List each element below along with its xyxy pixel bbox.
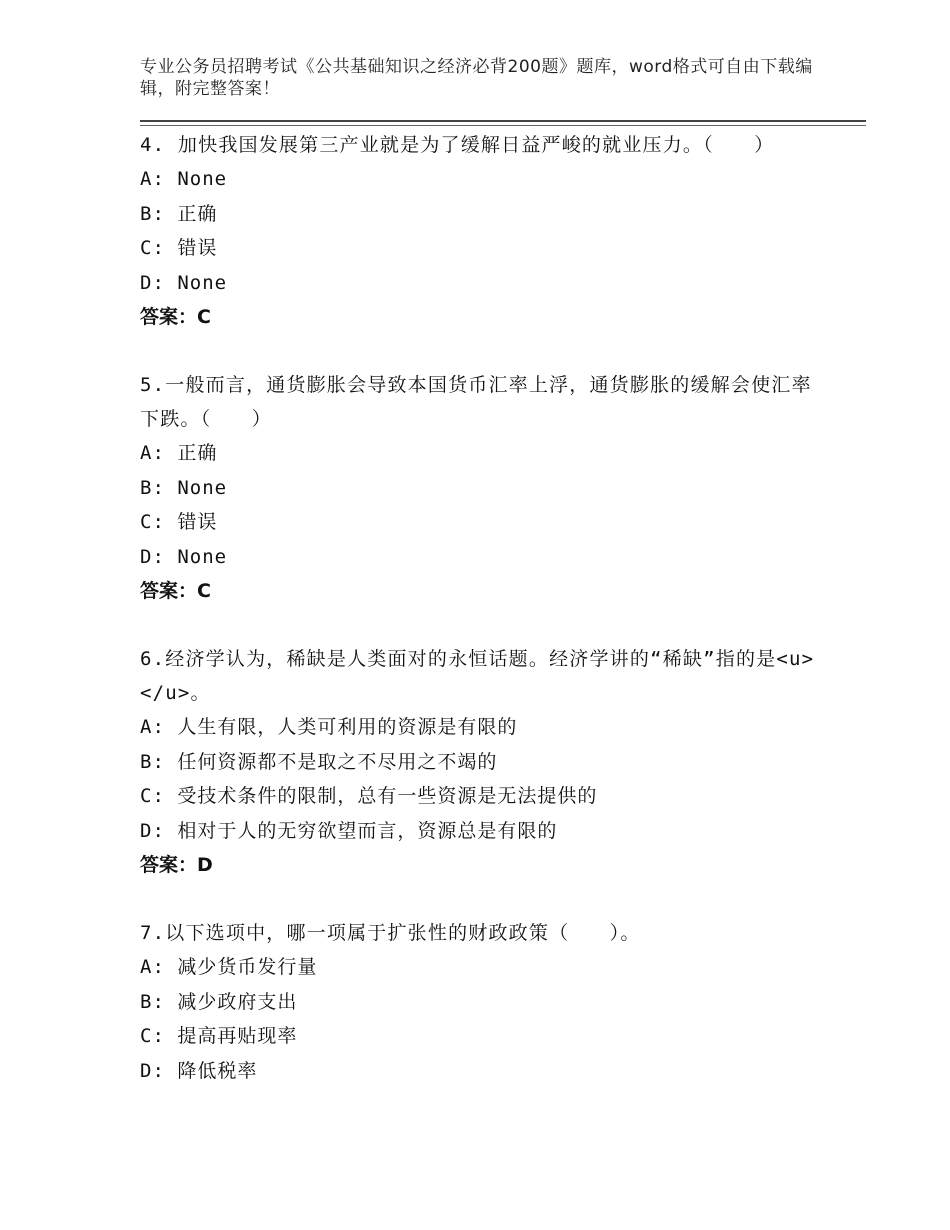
spacer: [140, 334, 830, 368]
option-d: D: None: [140, 545, 228, 568]
option-c: C: 提高再贴现率: [140, 1025, 298, 1047]
question-text: 6.经济学认为，稀缺是人类面对的永恒话题。经济学讲的“稀缺”指的是<u> </u>。: [140, 648, 875, 704]
option-d: D: 降低税率: [140, 1059, 258, 1082]
option-c: C: 错误: [140, 511, 218, 533]
question-4: [140, 128, 830, 334]
question-text: 4. 加快我国发展第三产业就是为了缓解日益严峻的就业压力。（ ）: [140, 134, 775, 156]
answer-label: 答案：C: [140, 306, 211, 328]
question-text: 7.以下选项中，哪一项属于扩张性的财政政策（ ）。: [140, 922, 641, 944]
option-d: D: None: [140, 271, 228, 294]
question-6: [140, 642, 875, 882]
option-b: B: 任何资源都不是取之不尽用之不竭的: [140, 750, 498, 773]
spacer: [140, 882, 830, 916]
option-a: A: 正确: [140, 442, 218, 464]
option-c: C: 受技术条件的限制，总有一些资源是无法提供的: [140, 785, 598, 807]
question-7: [140, 916, 830, 1088]
option-b: B: 减少政府支出: [140, 990, 298, 1013]
option-b: B: None: [140, 476, 228, 499]
option-b: B: 正确: [140, 202, 218, 225]
header-divider: [140, 120, 866, 122]
question-5: [140, 368, 830, 608]
question-text: 5.一般而言，通货膨胀会导致本国货币汇率上浮，通货膨胀的缓解会使汇率下跌。（ ）: [140, 374, 812, 430]
question-list: [140, 128, 875, 1088]
option-c: C: 错误: [140, 237, 218, 259]
option-a: A: None: [140, 168, 228, 190]
spacer: [140, 608, 830, 642]
option-a: A: 人生有限，人类可利用的资源是有限的: [140, 716, 518, 738]
header-divider-thin: [140, 125, 866, 126]
document-header: 专业公务员招聘考试《公共基础知识之经济必背200题》题库，word格式可自由下载编辑，附完整答案！: [140, 57, 813, 99]
answer-label: 答案：C: [140, 580, 211, 602]
answer-label: 答案：D: [140, 854, 213, 876]
option-a: A: 减少货币发行量: [140, 956, 318, 978]
option-d: D: 相对于人的无穷欲望而言，资源总是有限的: [140, 819, 558, 842]
